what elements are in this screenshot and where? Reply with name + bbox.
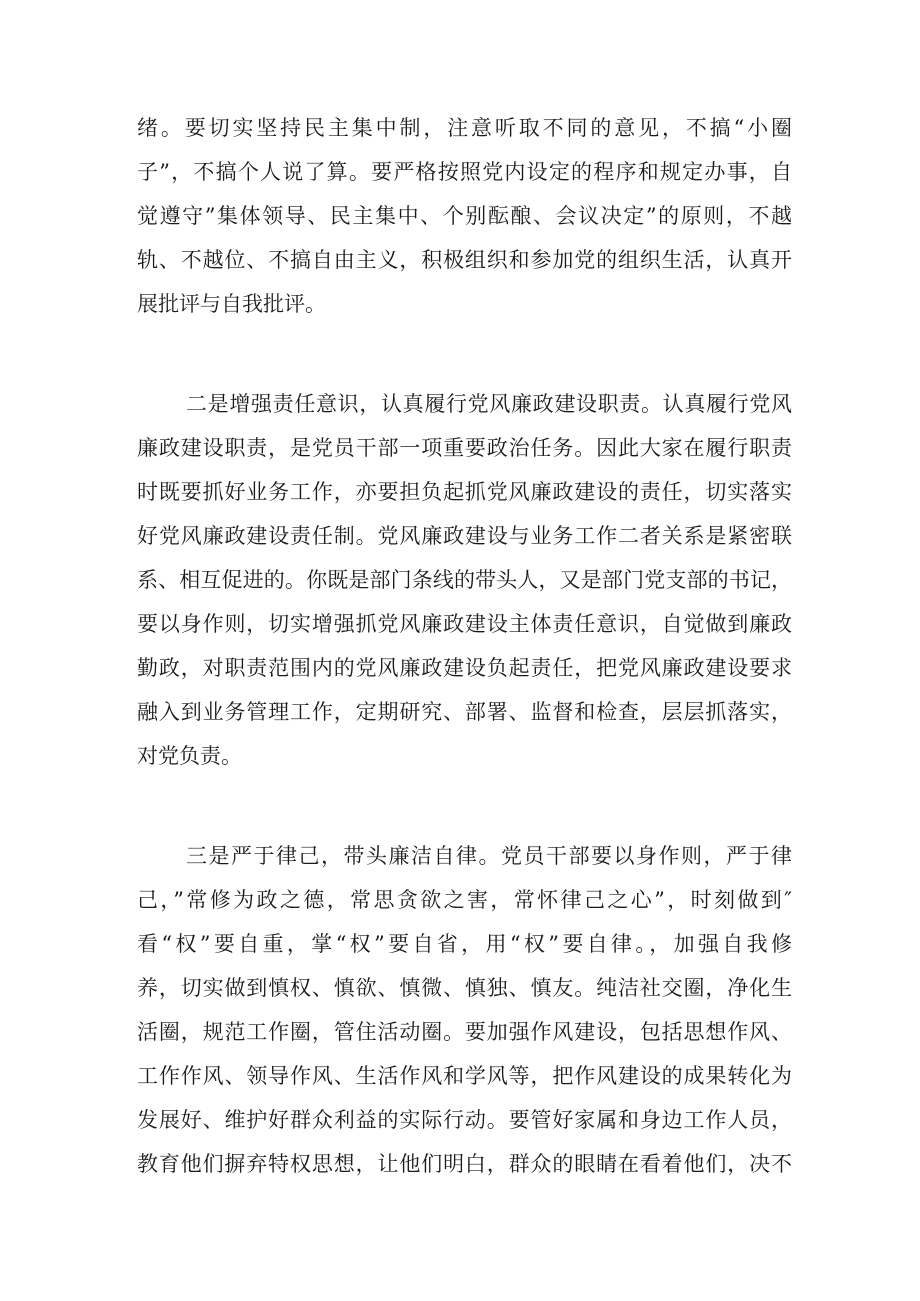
text-line: 发展好、维护好群众利益的实际行动。要管好家属和身边工作人员， [137, 1108, 792, 1132]
paragraph-spacer [137, 326, 792, 382]
paragraph-self-discipline [137, 834, 792, 1186]
text-line: 三是严于律己，带头廉洁自律。党员干部要以身作则，严于律 [186, 844, 792, 868]
text-line: 子”，不搞个人说了算。要严格按照党内设定的程序和规定办事，自 [137, 160, 792, 184]
paragraph-responsibility [137, 382, 792, 778]
text-line: 要以身作则，切实增强抓党风廉政建设主体责任意识，自觉做到廉政 [137, 612, 792, 636]
text-line: 时既要抓好业务工作，亦要担负起抓党风廉政建设的责任，切实落实 [137, 480, 792, 504]
text-line: 廉政建设职责，是党员干部一项重要政治任务。因此大家在履行职责 [137, 436, 792, 460]
paragraph-continuation [137, 106, 792, 326]
text-line: 觉遵守”集体领导、民主集中、个别酝酿、会议决定”的原则，不越 [137, 204, 792, 228]
text-line: 轨、不越位、不搞自由主义，积极组织和参加党的组织生活，认真开 [137, 248, 792, 272]
text-line: 对党负责。 [137, 744, 242, 768]
text-line: 工作作风、领导作风、生活作风和学风等，把作风建设的成果转化为 [137, 1064, 792, 1088]
text-line: 融入到业务管理工作，定期研究、部署、监督和检查，层层抓落实， [137, 700, 792, 724]
text-line: 教育他们摒弃特权思想，让他们明白，群众的眼睛在看着他们，决不 [137, 1152, 792, 1176]
text-line: 勤政，对职责范围内的党风廉政建设负起责任，把党风廉政建设要求 [137, 656, 792, 680]
document-body [137, 106, 792, 1186]
text-line: 看“权”要自重，掌“权”要自省，用“权”要自律。，加强自我修 [137, 932, 792, 956]
text-line: 绪。要切实坚持民主集中制，注意听取不同的意见，不搞“小圈 [137, 116, 792, 140]
text-line: 展批评与自我批评。 [137, 292, 326, 316]
text-line: 己，”常修为政之德，常思贪欲之害，常怀律己之心”，时刻做到″ [137, 888, 792, 912]
text-line: 系、相互促进的。你既是部门条线的带头人，又是部门党支部的书记， [137, 568, 792, 592]
text-line: 活圈，规范工作圈，管住活动圈。要加强作风建设，包括思想作风、 [137, 1020, 792, 1044]
text-line: 二是增强责任意识，认真履行党风廉政建设职责。认真履行党风 [186, 392, 792, 416]
text-line: 好党风廉政建设责任制。党风廉政建设与业务工作二者关系是紧密联 [137, 524, 792, 548]
text-line: 养，切实做到慎权、慎欲、慎微、慎独、慎友。纯洁社交圈，净化生 [137, 976, 792, 1000]
paragraph-spacer [137, 778, 792, 834]
